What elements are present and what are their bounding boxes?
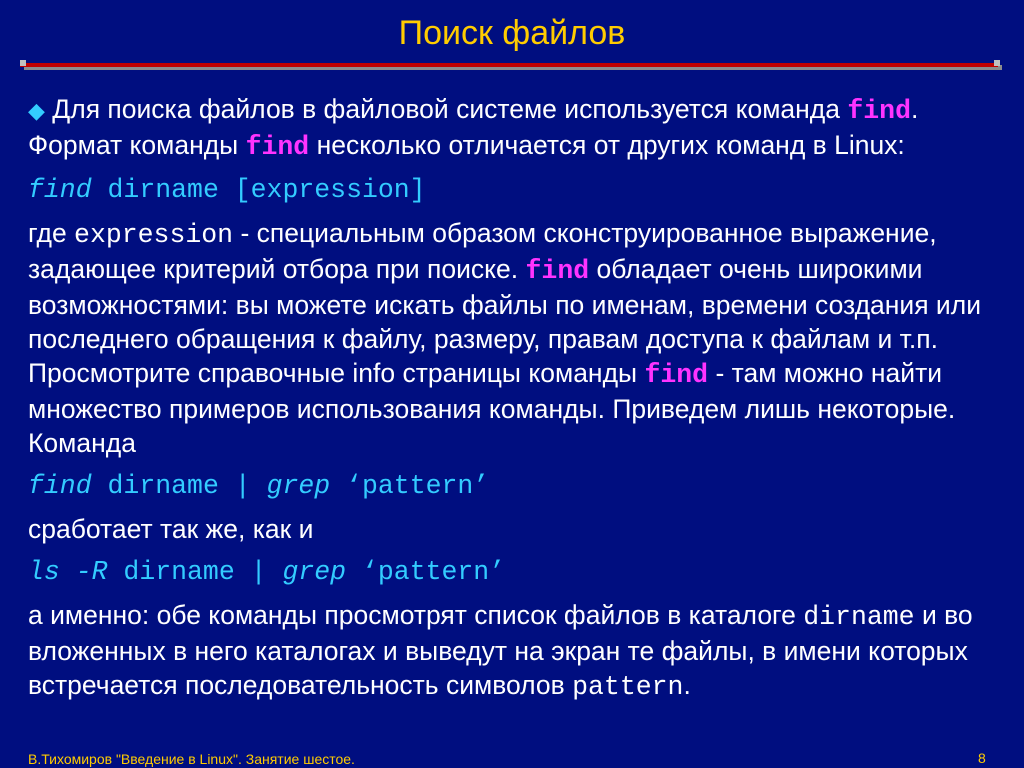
- find-syntax: [28, 171, 1003, 207]
- find-command: find: [245, 132, 310, 162]
- syntax-args: dirname [expression]: [91, 175, 426, 205]
- description-text: где: [28, 218, 75, 248]
- pattern-arg: ‘pattern’: [346, 557, 506, 587]
- divider-line: [20, 63, 998, 67]
- diamond-bullet-icon: ◆: [28, 98, 45, 123]
- equivalence-text: сработает так же, как и: [28, 514, 314, 544]
- explanation-paragraph: [28, 598, 1003, 704]
- example-command: ls -R: [28, 557, 108, 587]
- example-command: find: [28, 471, 92, 501]
- dirname-code: dirname: [803, 602, 915, 632]
- description-paragraph: [28, 216, 1003, 460]
- slide-body: [28, 92, 1003, 704]
- example-args: dirname |: [107, 557, 283, 587]
- page-number: 8: [978, 750, 986, 766]
- ls-grep-example: [28, 553, 1003, 589]
- title-divider: [20, 60, 1006, 76]
- divider-end-left: [20, 60, 26, 66]
- divider-end-right: [994, 60, 1000, 66]
- pattern-code: pattern: [572, 672, 684, 702]
- description-text: - там можно найти множество примеров использования команды. Приведем лишь некоторые. Команда: [28, 358, 956, 458]
- explanation-text: и во вложенных в него каталогах и выведут на экран те файлы, в имени которых встречается последовательность символов: [28, 600, 973, 700]
- description-text: обладает очень широкими возможностями: вы можете искать файлы по именам, времени создания или последнего обращения к файлу, размеру, правам доступа к файлам и т.п. Просмотрите справочные info страницы команды: [28, 254, 982, 388]
- find-command: find: [644, 360, 709, 390]
- pattern-arg: ‘pattern’: [330, 471, 490, 501]
- intro-text: несколько отличается от других команд в Linux:: [316, 130, 905, 160]
- grep-command: grep: [266, 471, 331, 501]
- description-text: - специальным образом сконструированное выражение, задающее критерий отбора при поиске.: [28, 218, 937, 284]
- grep-command: grep: [282, 557, 347, 587]
- intro-paragraph: [28, 92, 1003, 164]
- expression-code: expression: [74, 220, 234, 250]
- footer-author: В.Тихомиров "Введение в Linux". Занятие шестое.: [28, 751, 355, 767]
- slide-title: Поиск файлов: [398, 14, 626, 52]
- syntax-command: find: [28, 175, 92, 205]
- intro-text: Для поиска файлов в файловой системе используется команда: [52, 94, 848, 124]
- find-grep-example: [28, 467, 1003, 503]
- explanation-text: а именно: обе команды просмотрят список файлов в каталоге: [28, 600, 804, 630]
- find-command: find: [525, 256, 590, 286]
- intro-text: . Формат команды: [28, 94, 919, 160]
- example-args: dirname |: [91, 471, 267, 501]
- explanation-text: .: [683, 670, 691, 700]
- find-command: find: [847, 96, 911, 126]
